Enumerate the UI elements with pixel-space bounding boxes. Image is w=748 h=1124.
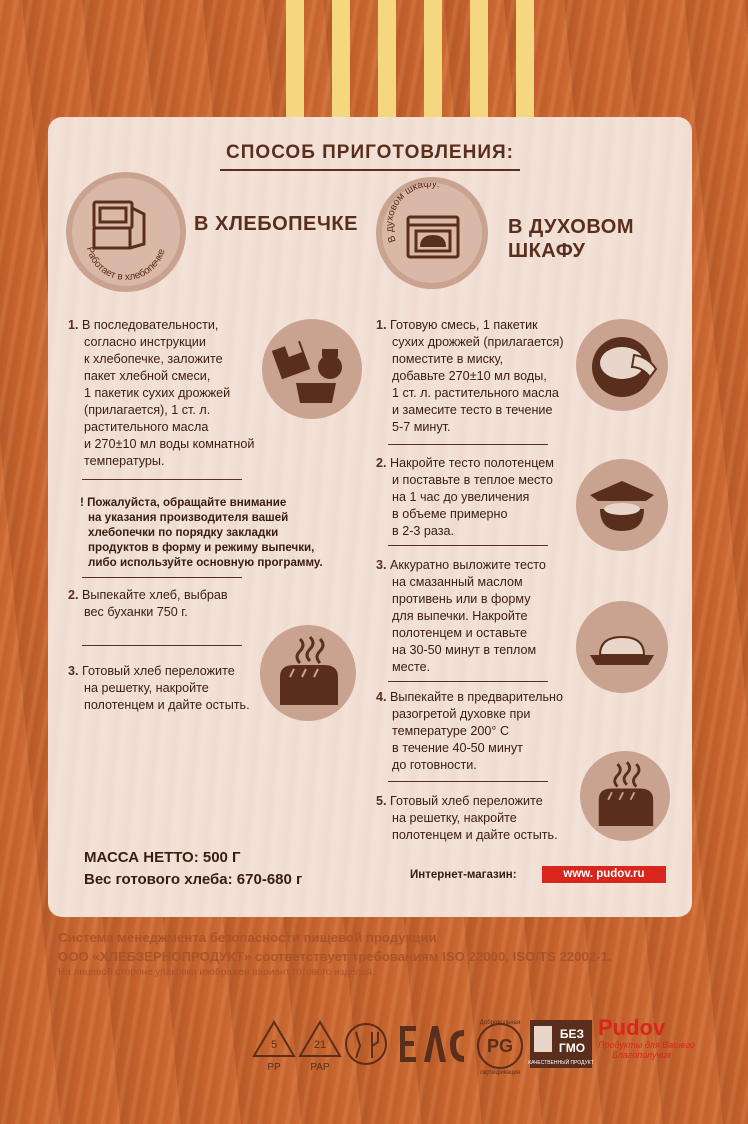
oven-badge [376, 177, 488, 289]
step-line: в течение 40-50 минут [392, 741, 523, 755]
svg-text:PG: PG [486, 1036, 514, 1056]
page-title: СПОСОБ ПРИГОТОВЛЕНИЯ: [226, 142, 514, 163]
step-line: полотенцем и дайте остыть. [84, 698, 250, 712]
brand-slogan: Продукты для Вашего [598, 1040, 696, 1050]
step-line: в 2-3 раза. [392, 524, 455, 538]
note-line: хлебопечки по порядку закладки [88, 526, 279, 539]
oven-step-3 [376, 557, 596, 676]
net-weight [84, 847, 302, 891]
gmo-caption: КАЧЕСТВЕННЫЙ ПРОДУКТ [528, 1060, 594, 1066]
recycle-pap-code: PAP [310, 1062, 330, 1073]
step-line: растительного масла [84, 420, 209, 434]
pudov-logo [598, 1016, 695, 1060]
step-line: вес буханки 750 г. [84, 605, 188, 619]
oven-step-2 [376, 455, 596, 540]
separator [388, 781, 548, 782]
certification-line: Система менеджмента безопасности пищевой продукции [58, 930, 437, 945]
step-number: 5. [376, 794, 387, 808]
step-line: Накройте тесто полотенцем [390, 456, 554, 470]
step-line: В последовательности, [82, 318, 219, 332]
recycle-pp-number: 5 [270, 1039, 278, 1051]
recycle-pap-number: 21 [313, 1039, 327, 1051]
step-line: (прилагается), 1 ст. л. [84, 403, 211, 417]
certification-text [58, 928, 612, 966]
separator [388, 545, 548, 546]
step-line: разогретой духовке при [392, 707, 531, 721]
oven-icon [382, 183, 482, 283]
stripe [470, 0, 488, 120]
oven-step-1 [376, 317, 596, 436]
oven-heading-line: ШКАФУ [508, 240, 586, 262]
separator [388, 444, 548, 445]
breadmaker-step-2 [68, 587, 268, 621]
breadmaker-badge-text: Работает в хлебопечке [83, 245, 168, 284]
step-line: к хлебопечке, заложите [84, 352, 223, 366]
gmo-line2: ГМО [558, 1041, 586, 1055]
disclaimer: На лицевой стороне упаковки изображен вариант готового изделия. [58, 967, 375, 978]
bread-weight-text: Вес готового хлеба: 670-680 г [84, 871, 303, 888]
breadmaker-note [80, 495, 370, 570]
svg-text:Работает в хлебопечке [84, 246, 168, 283]
oven-step-4 [376, 689, 596, 774]
oven-step-5 [376, 793, 596, 844]
step-number: 3. [376, 558, 387, 572]
step-line: и поставьте в теплое место [392, 473, 553, 487]
stripe [516, 0, 534, 120]
separator [82, 645, 242, 646]
separator [82, 479, 242, 480]
step-number: 1. [68, 318, 79, 332]
breadmaker-step-1 [68, 317, 268, 470]
stripe [332, 0, 350, 120]
oven-heading [508, 215, 634, 263]
step-line: Готовую смесь, 1 пакетик [390, 318, 538, 332]
step-line: 5-7 минут. [392, 420, 451, 434]
certification-line: ООО «ХЛЕБЗЕРНОПРОДУКТ» соответствует требованиям ISO 22000, ISO/TS 22002-1. [58, 949, 612, 964]
step-line: месте. [392, 660, 431, 674]
step-line: на решетку, накройте [392, 811, 517, 825]
instructions-panel [48, 117, 692, 917]
step-line: полотенцем и дайте остыть. [392, 828, 558, 842]
top-stripes [0, 0, 748, 120]
step-line: полотенцем и оставьте [392, 626, 527, 640]
step-line: сухих дрожжей (прилагается) [392, 335, 564, 349]
brand-name: Pudov [598, 1015, 666, 1040]
step-number: 4. [376, 690, 387, 704]
note-line: на указания производителя вашей [88, 511, 289, 524]
separator [82, 577, 242, 578]
note-line: продуктов в форму и режиму выпечки, [88, 541, 315, 554]
step-line: 1 ст. л. растительного масла [392, 386, 559, 400]
step-number: 2. [376, 456, 387, 470]
stripe [424, 0, 442, 120]
step-number: 2. [68, 588, 79, 602]
dough-tray-icon [576, 601, 668, 693]
brand-slogan: Благополучия [612, 1050, 671, 1060]
step-line: Выпекайте в предварительно [390, 690, 564, 704]
breadmaker-badge [66, 172, 186, 292]
step-line: температуры. [84, 454, 165, 468]
breadmaker-icon [72, 178, 180, 286]
step-line: на 1 час до увеличения [392, 490, 530, 504]
step-line: пакет хлебной смеси, [84, 369, 211, 383]
voluntary-certification-icon [478, 1024, 522, 1068]
step-line: до готовности. [392, 758, 477, 772]
title-underline [220, 169, 520, 171]
step-line: 1 пакетик сухих дрожжей [84, 386, 231, 400]
net-weight-text: МАССА НЕТТО: 500 Г [84, 849, 241, 866]
step-line: для выпечки. Накройте [392, 609, 528, 623]
recycle-pp-code: PP [267, 1062, 281, 1073]
note-line: либо используйте основную программу. [88, 556, 323, 569]
step-line: на 30-50 минут в теплом [392, 643, 537, 657]
step-line: Аккуратно выложите тесто [390, 558, 546, 572]
pg-bottom-text: сертификация [479, 1070, 521, 1076]
step-line: температуре 200° С [392, 724, 510, 738]
baked-bread-icon [580, 751, 670, 841]
separator [388, 681, 548, 682]
food-contact-icon [346, 1024, 386, 1064]
eac-icon [400, 1026, 464, 1062]
breadmaker-heading: В ХЛЕБОПЕЧКЕ [194, 213, 358, 235]
step-line: Готовый хлеб переложите [82, 664, 235, 678]
stripe [286, 0, 304, 120]
step-line: противень или в форму [392, 592, 531, 606]
mixing-icon [576, 319, 668, 411]
note-line: ! Пожалуйста, обращайте внимание [80, 496, 287, 509]
step-number: 1. [376, 318, 387, 332]
step-line: добавьте 270±10 мл воды, [392, 369, 547, 383]
step-line: на решетку, накройте [84, 681, 209, 695]
step-line: согласно инструкции [84, 335, 206, 349]
step-line: и 270±10 мл воды комнатной [84, 437, 255, 451]
oven-heading-line: В ДУХОВОМ [508, 216, 634, 238]
ingredients-icon [262, 319, 362, 419]
step-line: Выпекайте хлеб, выбрав [82, 588, 228, 602]
step-line: поместите в миску, [392, 352, 504, 366]
stripe [378, 0, 396, 120]
breadmaker-step-3 [68, 663, 278, 714]
oven-badge-text: В духовом шкафу: [384, 183, 441, 244]
step-line: на смазанный маслом [392, 575, 523, 589]
shop-link[interactable]: www. pudov.ru [542, 866, 666, 883]
pg-top-text: Добровольная [479, 1020, 521, 1026]
step-line: и замесите тесто в течение [392, 403, 553, 417]
step-number: 3. [68, 664, 79, 678]
shop-label: Интернет-магазин: [410, 869, 517, 881]
gmo-line1: БЕЗ [559, 1027, 585, 1041]
step-line: Готовый хлеб переложите [390, 794, 543, 808]
svg-text:В духовом шкафу: [384, 183, 440, 244]
step-line: в объеме примерно [392, 507, 508, 521]
covered-bowl-icon [576, 459, 668, 551]
